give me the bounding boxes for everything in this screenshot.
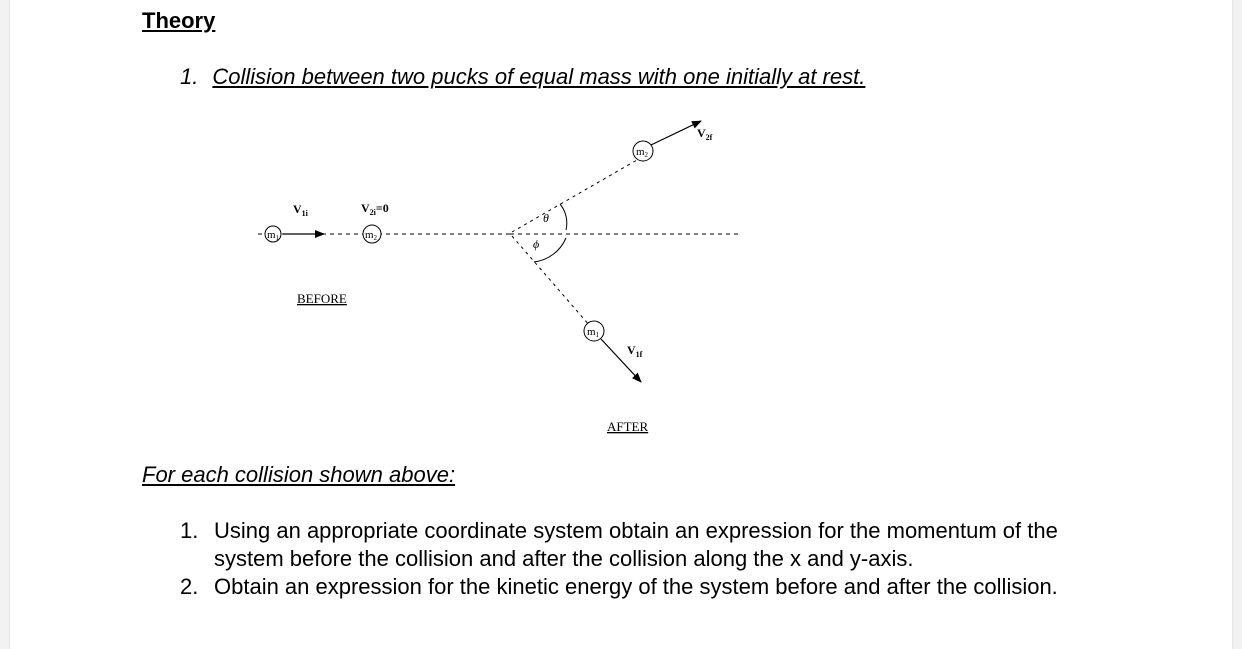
theta-arc: [560, 204, 567, 230]
v2f-label: $V_{2f}$: [697, 126, 713, 142]
phi-label: ϕ: [533, 237, 540, 251]
m2-path-line: [512, 160, 637, 232]
question-number: 1.: [180, 64, 199, 89]
task-item: [180, 517, 1080, 573]
puck-m2-after-label: m2: [635, 146, 649, 159]
v2i-label: $V_{2i}=0$: [361, 201, 389, 217]
task-item: [180, 573, 1080, 601]
question-text: Collision between two pucks of equal mass with one initially at rest.: [212, 64, 866, 89]
task-list: [180, 517, 1080, 601]
puck-m1-after-label: m1: [586, 326, 600, 339]
v2f-arrow: [651, 121, 701, 145]
m1-path-line: [512, 236, 590, 326]
task-text: Obtain an expression for the kinetic energy of the system before and after the collision.: [214, 574, 1058, 599]
section-heading: Theory: [142, 8, 216, 33]
after-label: AFTER: [607, 419, 649, 434]
task-number: 2.: [180, 574, 199, 599]
puck-m2-before-label: m2: [364, 229, 378, 242]
theta-label: θ: [543, 211, 549, 225]
v1i-label: $V_{1i}$: [293, 202, 308, 218]
before-label: BEFORE: [297, 291, 347, 306]
puck-m1-before-label: m1: [266, 229, 280, 242]
prompt-heading: For each collision shown above:: [142, 462, 456, 487]
task-text: Using an appropriate coordinate system obtain an expression for the momentum of the system before the collision and after the collision along the x and y-axis.: [214, 518, 1058, 571]
v1f-label: $V_{1f}$: [627, 343, 643, 359]
task-number: 1.: [180, 518, 199, 543]
